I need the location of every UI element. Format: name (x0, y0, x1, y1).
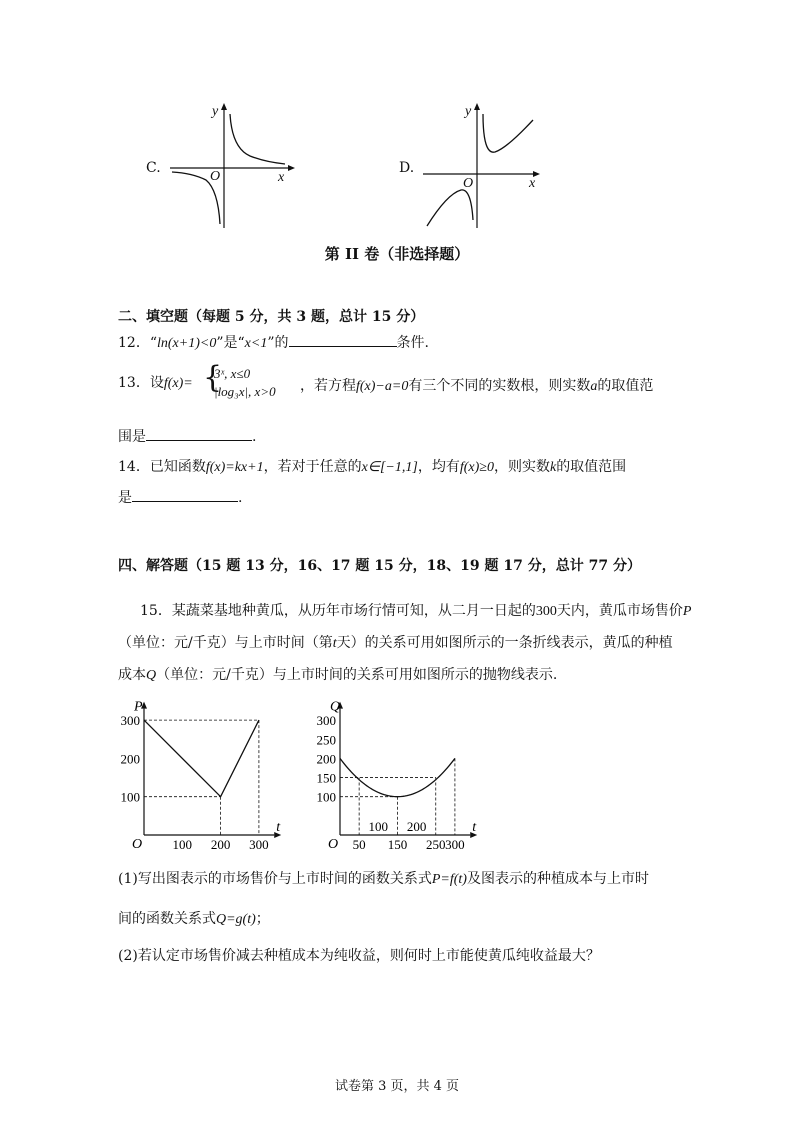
x-tick-label: 50 (352, 837, 366, 852)
y-tick-label: 200 (316, 751, 336, 767)
q15-sub2: (2)若认定市场售价减去种植成本为纯收益，则何时上市能使黄瓜纯收益最大？ (118, 948, 600, 964)
option-c-origin: O (210, 169, 221, 184)
y-tick-label: 300 (316, 713, 336, 729)
q13-equation: f(x)−a=0 (356, 379, 409, 394)
q14-ineq: f(x)≥0 (459, 460, 494, 475)
origin-label: O (132, 837, 143, 852)
q15-var-t: t (332, 636, 337, 651)
x-tick-label: 100 (172, 837, 193, 852)
x-tick-label: 200 (210, 837, 231, 852)
q14-mid3: ，则实数 (493, 459, 550, 475)
q12-expr1: ln(x+1)<0 (157, 336, 217, 351)
q14-func: f(x)=kx+1 (205, 460, 264, 475)
q15-line3 (118, 664, 557, 684)
y-axis-label: Q (330, 699, 341, 715)
q13-number: 13．设 (118, 375, 164, 391)
y-tick-label: 100 (316, 789, 336, 805)
y-tick-label: 300 (120, 713, 140, 729)
option-c-graph (140, 100, 300, 230)
option-c-y-label: y (212, 104, 219, 119)
answer-section-header: 四、解答题（15 题 13 分，16、17 题 15 分，18、19 题 17 分，总计 77 分） (118, 558, 641, 574)
option-d-origin: O (463, 176, 474, 191)
q13-answer-blank[interactable] (146, 426, 252, 441)
q15-line3b: （单位：元/千克）与上市时间的关系可用如图所示的抛物线表示. (156, 667, 558, 683)
option-d-figure (395, 100, 545, 230)
q15-days: 300 (535, 604, 557, 619)
q12-close: ”的 (267, 335, 289, 351)
inner-interval-label: 200 (406, 819, 427, 834)
y-tick-label: 150 (316, 770, 336, 786)
q14-answer-blank[interactable] (132, 487, 238, 502)
q14-line2-end: . (238, 490, 243, 506)
q14-line2 (118, 487, 242, 507)
q14-end: 的取值范围 (556, 459, 627, 475)
q15-line1b: 天内，黄瓜市场售价 (556, 603, 683, 619)
inner-interval-label: 100 (368, 819, 389, 834)
q13-line2 (118, 426, 256, 446)
y-tick-label: 100 (120, 789, 140, 805)
q13-cond-pre: ，若方程 (300, 378, 356, 394)
q15-sub1b: 及图表示的种植成本与上市时 (466, 871, 649, 887)
q14-range: x∈[−1,1] (361, 460, 418, 475)
q15-line1 (140, 600, 691, 620)
q14-var-k: k (549, 460, 557, 475)
question-13 (118, 372, 193, 392)
part2-title: 第 II 卷（非选择题） (324, 245, 470, 263)
q12-mid: ”是“ (216, 335, 245, 351)
q13-cond-post: 有三个不同的实数根，则实数 (408, 378, 591, 394)
q15-sub1c: 间的函数关系式 (118, 911, 216, 927)
q13-brace: { (203, 360, 223, 395)
q15-line1a: 15．某蔬菜基地种黄瓜，从历年市场行情可知，从二月一日起的 (140, 603, 536, 619)
q13-condition (300, 375, 653, 395)
price-chart (112, 685, 292, 855)
x-tick-label: 150 (387, 837, 408, 852)
q15-var-p: P (682, 604, 692, 619)
question-14 (118, 456, 626, 476)
q12-number: 12． (118, 335, 150, 351)
q12-tail: 条件. (396, 335, 429, 351)
y-tick-label: 250 (316, 732, 336, 748)
q14-mid: ，若对于任意的 (263, 459, 362, 475)
fill-section-header: 二、填空题（每题 5 分，共 3 题，总计 15 分） (118, 309, 425, 325)
q13-case1: 3ˣ, x≤0 (214, 366, 251, 381)
q12-expr2: x<1 (244, 336, 268, 351)
q14-number: 14．已知函数 (118, 459, 206, 475)
q13-line2-text: 围是 (118, 429, 146, 445)
q13-cond-end: 的取值范 (597, 378, 654, 394)
option-c-label: C. (146, 160, 161, 176)
y-axis-label: P (134, 699, 143, 715)
page-footer: 试卷第 3 页，共 4 页 (334, 1079, 460, 1094)
option-d-y-label: y (465, 104, 472, 119)
q15-line2 (118, 632, 673, 652)
y-tick-label: 200 (120, 751, 140, 767)
q15-sub1d: ； (255, 911, 270, 927)
question-12 (118, 332, 429, 352)
q14-line2-text: 是 (118, 490, 132, 506)
option-c-x-label: x (278, 170, 285, 185)
x-tick-label: 250 (426, 837, 446, 852)
q15-var-q: Q (146, 668, 157, 683)
q15-sub1-line2 (118, 908, 270, 928)
q15-sub1a: (1)写出图表示的市场售价与上市时间的函数关系式 (118, 871, 432, 887)
q15-line3a: 成本 (118, 667, 146, 683)
q15-line2b: 天）的关系可用如图所示的一条折线表示，黄瓜的种植 (336, 635, 673, 651)
q15-sub1-line1 (118, 868, 649, 888)
q15-sub1-expr: P=f(t) (431, 872, 467, 887)
origin-label: O (328, 837, 339, 852)
q13-line2-end: . (252, 429, 257, 445)
q13-fx: f(x)= (163, 376, 193, 391)
x-axis-label: t (472, 820, 477, 835)
cost-chart (308, 685, 488, 855)
q13-var-a: a (590, 379, 598, 394)
x-tick-label: 300 (249, 837, 269, 852)
option-c-figure (140, 100, 300, 230)
q15-sub1-expr2: Q=g(t) (216, 912, 256, 927)
q12-answer-blank[interactable] (289, 332, 397, 347)
q12-quote-open: “ (149, 335, 157, 351)
q15-line2a: （单位：元/千克）与上市时间（第 (118, 635, 333, 651)
option-d-x-label: x (529, 176, 536, 191)
series-polyline (144, 720, 259, 797)
x-tick-label: 300 (445, 837, 465, 852)
q14-mid2: ，均有 (417, 459, 460, 475)
option-d-label: D. (399, 160, 415, 176)
q13-case2: |log₃x|, x>0 (214, 384, 276, 399)
x-axis-label: t (276, 820, 281, 835)
